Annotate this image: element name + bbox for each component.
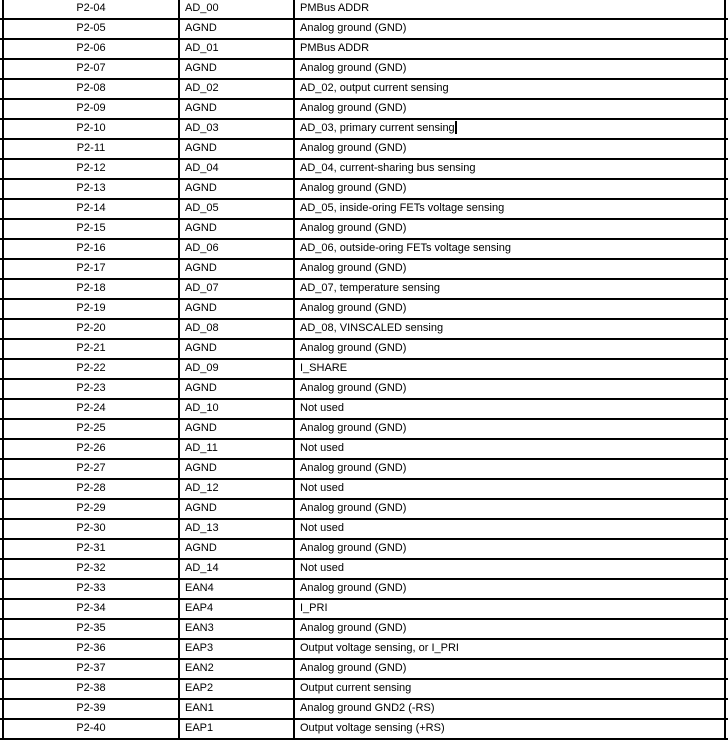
pin-label: P2-14: [76, 202, 106, 214]
table-row: [0, 200, 728, 220]
description-label: Analog ground (GND): [300, 22, 407, 34]
signal-label: EAP4: [185, 602, 214, 614]
pin-label: P2-23: [76, 382, 106, 394]
table-row: [0, 680, 728, 700]
description-cell[interactable]: [295, 120, 726, 138]
pin-cell[interactable]: [4, 20, 180, 38]
signal-label: AGND: [185, 22, 217, 34]
description-cell[interactable]: [295, 700, 726, 718]
pin-label: P2-34: [76, 602, 106, 614]
signal-label: EAP3: [185, 642, 214, 654]
signal-cell[interactable]: [180, 360, 295, 378]
pin-label: P2-06: [76, 42, 106, 54]
signal-label: AGND: [185, 382, 217, 394]
pin-label: P2-17: [76, 262, 106, 274]
table-row: [0, 220, 728, 240]
pin-cell[interactable]: [4, 340, 180, 358]
description-cell[interactable]: [295, 100, 726, 118]
description-label: Analog ground (GND): [300, 462, 407, 474]
signal-cell[interactable]: [180, 280, 295, 298]
table-row: [0, 80, 728, 100]
signal-label: AGND: [185, 302, 217, 314]
signal-label: AGND: [185, 102, 217, 114]
pin-cell[interactable]: [4, 580, 180, 598]
signal-cell[interactable]: [180, 0, 295, 18]
pin-label: P2-18: [76, 282, 106, 294]
signal-label: AGND: [185, 502, 217, 514]
table-row: [0, 420, 728, 440]
description-label: PMBus ADDR: [300, 2, 370, 14]
pin-cell[interactable]: [4, 300, 180, 318]
description-label: Not used: [300, 442, 345, 454]
signal-label: AD_05: [185, 202, 219, 214]
description-label: Analog ground (GND): [300, 62, 407, 74]
pin-cell[interactable]: [4, 220, 180, 238]
pin-label: P2-21: [76, 342, 106, 354]
signal-cell[interactable]: [180, 400, 295, 418]
description-cell[interactable]: [295, 680, 726, 698]
description-label: Analog ground (GND): [300, 142, 407, 154]
pin-cell[interactable]: [4, 400, 180, 418]
signal-cell[interactable]: [180, 60, 295, 78]
description-cell[interactable]: [295, 480, 726, 498]
description-label: Analog ground (GND): [300, 662, 407, 674]
pin-cell[interactable]: [4, 60, 180, 78]
description-label: Analog ground (GND): [300, 222, 407, 234]
table-row: [0, 660, 728, 680]
description-cell[interactable]: [295, 220, 726, 238]
pin-cell[interactable]: [4, 200, 180, 218]
signal-cell[interactable]: [180, 200, 295, 218]
table-row: [0, 160, 728, 180]
description-cell[interactable]: [295, 60, 726, 78]
description-cell[interactable]: [295, 180, 726, 198]
signal-label: AGND: [185, 142, 217, 154]
signal-cell[interactable]: [180, 100, 295, 118]
signal-label: AD_14: [185, 562, 219, 574]
pin-label: P2-20: [76, 322, 106, 334]
description-cell[interactable]: [295, 80, 726, 98]
pin-label: P2-10: [76, 122, 106, 134]
description-cell[interactable]: [295, 280, 726, 298]
pin-label: P2-33: [76, 582, 106, 594]
description-cell[interactable]: [295, 620, 726, 638]
signal-cell[interactable]: [180, 480, 295, 498]
description-cell[interactable]: [295, 20, 726, 38]
signal-cell[interactable]: [180, 380, 295, 398]
table-row: [0, 60, 728, 80]
pin-label: P2-39: [76, 702, 106, 714]
signal-label: AD_10: [185, 402, 219, 414]
table-row: [0, 180, 728, 200]
description-label: Analog ground (GND): [300, 182, 407, 194]
pin-cell[interactable]: [4, 40, 180, 58]
signal-label: AD_08: [185, 322, 219, 334]
pin-label: P2-13: [76, 182, 106, 194]
description-label: AD_04, current-sharing bus sensing: [300, 162, 476, 174]
description-cell[interactable]: [295, 500, 726, 518]
description-cell[interactable]: [295, 400, 726, 418]
description-label: AD_05, inside-oring FETs voltage sensing: [300, 202, 505, 214]
pin-label: P2-05: [76, 22, 106, 34]
description-label: Analog ground (GND): [300, 302, 407, 314]
pin-label: P2-26: [76, 442, 106, 454]
description-cell[interactable]: [295, 720, 726, 738]
description-label: Not used: [300, 402, 345, 414]
pin-cell[interactable]: [4, 240, 180, 258]
signal-label: AD_06: [185, 242, 219, 254]
description-cell[interactable]: [295, 600, 726, 618]
signal-cell[interactable]: [180, 720, 295, 738]
signal-label: AD_01: [185, 42, 219, 54]
table-row: [0, 240, 728, 260]
description-cell[interactable]: [295, 140, 726, 158]
table-row: [0, 260, 728, 280]
signal-cell[interactable]: [180, 460, 295, 478]
pin-cell[interactable]: [4, 700, 180, 718]
signal-label: AD_12: [185, 482, 219, 494]
description-label: AD_07, temperature sensing: [300, 282, 441, 294]
table-row: [0, 540, 728, 560]
signal-label: AD_13: [185, 522, 219, 534]
pin-label: P2-15: [76, 222, 106, 234]
signal-label: AGND: [185, 222, 217, 234]
pin-cell[interactable]: [4, 460, 180, 478]
pin-label: P2-24: [76, 402, 106, 414]
pin-cell[interactable]: [4, 360, 180, 378]
signal-label: AD_07: [185, 282, 219, 294]
description-label: I_SHARE: [300, 362, 348, 374]
description-label: Not used: [300, 522, 345, 534]
description-cell[interactable]: [295, 360, 726, 378]
pin-label: P2-16: [76, 242, 106, 254]
pin-cell[interactable]: [4, 380, 180, 398]
pin-label: P2-38: [76, 682, 106, 694]
pin-label: P2-32: [76, 562, 106, 574]
pin-cell[interactable]: [4, 320, 180, 338]
signal-cell[interactable]: [180, 440, 295, 458]
signal-cell[interactable]: [180, 260, 295, 278]
description-label: Not used: [300, 562, 345, 574]
description-cell[interactable]: [295, 660, 726, 678]
signal-label: AD_11: [185, 442, 218, 454]
pin-label: P2-27: [76, 462, 106, 474]
pin-cell[interactable]: [4, 600, 180, 618]
table-row: [0, 40, 728, 60]
description-cell[interactable]: [295, 200, 726, 218]
pin-label: P2-11: [76, 142, 106, 154]
signal-label: AD_00: [185, 2, 219, 14]
description-label: Analog ground (GND): [300, 102, 407, 114]
signal-cell[interactable]: [180, 120, 295, 138]
signal-label: AGND: [185, 62, 217, 74]
table-row: [0, 640, 728, 660]
table-row: [0, 500, 728, 520]
signal-label: AD_02: [185, 82, 219, 94]
description-label: Analog ground (GND): [300, 622, 407, 634]
pin-label: P2-30: [76, 522, 106, 534]
description-cell[interactable]: [295, 520, 726, 538]
table-row: [0, 320, 728, 340]
table-row: [0, 600, 728, 620]
pin-cell[interactable]: [4, 0, 180, 18]
description-cell[interactable]: [295, 160, 726, 178]
signal-cell[interactable]: [180, 140, 295, 158]
pin-label: P2-22: [76, 362, 106, 374]
text-cursor: [455, 121, 457, 134]
description-cell[interactable]: [295, 540, 726, 558]
signal-cell[interactable]: [180, 40, 295, 58]
description-cell[interactable]: [295, 460, 726, 478]
signal-label: AGND: [185, 262, 217, 274]
pin-cell[interactable]: [4, 560, 180, 578]
signal-cell[interactable]: [180, 640, 295, 658]
signal-cell[interactable]: [180, 700, 295, 718]
signal-label: EAP1: [185, 722, 214, 734]
description-label: Analog ground (GND): [300, 582, 407, 594]
pin-cell[interactable]: [4, 120, 180, 138]
description-cell[interactable]: [295, 300, 726, 318]
pin-cell[interactable]: [4, 280, 180, 298]
pin-cell[interactable]: [4, 640, 180, 658]
pin-cell[interactable]: [4, 500, 180, 518]
signal-cell[interactable]: [180, 220, 295, 238]
signal-label: AD_09: [185, 362, 219, 374]
signal-label: EAN4: [185, 582, 214, 594]
table-row: [0, 580, 728, 600]
signal-label: EAN1: [185, 702, 214, 714]
signal-cell[interactable]: [180, 300, 295, 318]
description-cell[interactable]: [295, 640, 726, 658]
table-row: [0, 380, 728, 400]
signal-label: EAP2: [185, 682, 214, 694]
pin-cell[interactable]: [4, 80, 180, 98]
table-row: [0, 100, 728, 120]
description-label: Analog ground (GND): [300, 382, 407, 394]
pin-cell[interactable]: [4, 100, 180, 118]
pin-label: P2-08: [76, 82, 106, 94]
pin-label: P2-37: [76, 662, 106, 674]
description-label: Output voltage sensing, or I_PRI: [300, 642, 459, 654]
pin-cell[interactable]: [4, 420, 180, 438]
table-row: [0, 0, 728, 20]
pin-cell[interactable]: [4, 720, 180, 738]
signal-cell[interactable]: [180, 680, 295, 698]
description-cell[interactable]: [295, 420, 726, 438]
table-row: [0, 20, 728, 40]
table-row: [0, 120, 728, 140]
pin-cell[interactable]: [4, 520, 180, 538]
pin-label: P2-28: [76, 482, 106, 494]
description-label: Output voltage sensing (+RS): [300, 722, 445, 734]
pin-label: P2-36: [76, 642, 106, 654]
table-row: [0, 280, 728, 300]
description-label: Analog ground (GND): [300, 502, 407, 514]
table-row: [0, 440, 728, 460]
table-row: [0, 560, 728, 580]
pin-label: P2-31: [76, 542, 106, 554]
table-row: [0, 300, 728, 320]
table-row: [0, 520, 728, 540]
table-row: [0, 620, 728, 640]
description-label: Analog ground (GND): [300, 542, 407, 554]
pin-cell[interactable]: [4, 660, 180, 678]
signal-cell[interactable]: [180, 80, 295, 98]
signal-cell[interactable]: [180, 20, 295, 38]
signal-cell[interactable]: [180, 580, 295, 598]
signal-label: AD_04: [185, 162, 219, 174]
description-cell[interactable]: [295, 380, 726, 398]
table-row: [0, 360, 728, 380]
signal-label: AGND: [185, 182, 217, 194]
pin-label: P2-07: [76, 62, 106, 74]
description-label: Not used: [300, 482, 345, 494]
pin-label: P2-29: [76, 502, 106, 514]
pin-cell[interactable]: [4, 440, 180, 458]
description-cell[interactable]: [295, 440, 726, 458]
description-cell[interactable]: [295, 40, 726, 58]
description-cell[interactable]: [295, 560, 726, 578]
signal-cell[interactable]: [180, 500, 295, 518]
signal-cell[interactable]: [180, 620, 295, 638]
signal-cell[interactable]: [180, 240, 295, 258]
signal-cell[interactable]: [180, 160, 295, 178]
signal-label: EAN3: [185, 622, 214, 634]
table-row: [0, 400, 728, 420]
description-cell[interactable]: [295, 0, 726, 18]
signal-label: EAN2: [185, 662, 214, 674]
table-row: [0, 720, 728, 740]
signal-cell[interactable]: [180, 340, 295, 358]
signal-cell[interactable]: [180, 180, 295, 198]
signal-cell[interactable]: [180, 420, 295, 438]
pin-cell[interactable]: [4, 480, 180, 498]
description-cell[interactable]: [295, 240, 726, 258]
table-row: [0, 340, 728, 360]
pin-label: P2-25: [76, 422, 106, 434]
signal-cell[interactable]: [180, 660, 295, 678]
pin-cell[interactable]: [4, 140, 180, 158]
table-row: [0, 460, 728, 480]
pin-cell[interactable]: [4, 160, 180, 178]
pin-label: P2-12: [76, 162, 106, 174]
description-label: I_PRI: [300, 602, 328, 614]
table-row: [0, 140, 728, 160]
table-row: [0, 700, 728, 720]
description-cell[interactable]: [295, 340, 726, 358]
description-label: AD_08, VINSCALED sensing: [300, 322, 444, 334]
description-label: AD_03, primary current sensing: [300, 122, 455, 134]
pin-cell[interactable]: [4, 680, 180, 698]
description-label: PMBus ADDR: [300, 42, 370, 54]
pin-label: P2-19: [76, 302, 106, 314]
signal-cell[interactable]: [180, 540, 295, 558]
signal-label: AGND: [185, 342, 217, 354]
signal-label: AGND: [185, 422, 217, 434]
description-label: AD_02, output current sensing: [300, 82, 449, 94]
description-label: AD_06, outside-oring FETs voltage sensing: [300, 242, 511, 254]
pin-label: P2-40: [76, 722, 106, 734]
description-label: Output current sensing: [300, 682, 412, 694]
description-cell[interactable]: [295, 320, 726, 338]
description-cell[interactable]: [295, 260, 726, 278]
signal-label: AGND: [185, 462, 217, 474]
pin-cell[interactable]: [4, 540, 180, 558]
signal-cell[interactable]: [180, 520, 295, 538]
signal-label: AGND: [185, 542, 217, 554]
description-label: Analog ground (GND): [300, 422, 407, 434]
signal-label: AD_03: [185, 122, 219, 134]
pin-label: P2-09: [76, 102, 106, 114]
pin-cell[interactable]: [4, 620, 180, 638]
pin-label: P2-04: [76, 2, 106, 14]
table-row: [0, 480, 728, 500]
pin-cell[interactable]: [4, 180, 180, 198]
description-label: Analog ground GND2 (-RS): [300, 702, 435, 714]
signal-cell[interactable]: [180, 600, 295, 618]
signal-cell[interactable]: [180, 560, 295, 578]
pin-cell[interactable]: [4, 260, 180, 278]
description-cell[interactable]: [295, 580, 726, 598]
pin-label: P2-35: [76, 622, 106, 634]
description-label: Analog ground (GND): [300, 262, 407, 274]
description-label: Analog ground (GND): [300, 342, 407, 354]
signal-cell[interactable]: [180, 320, 295, 338]
